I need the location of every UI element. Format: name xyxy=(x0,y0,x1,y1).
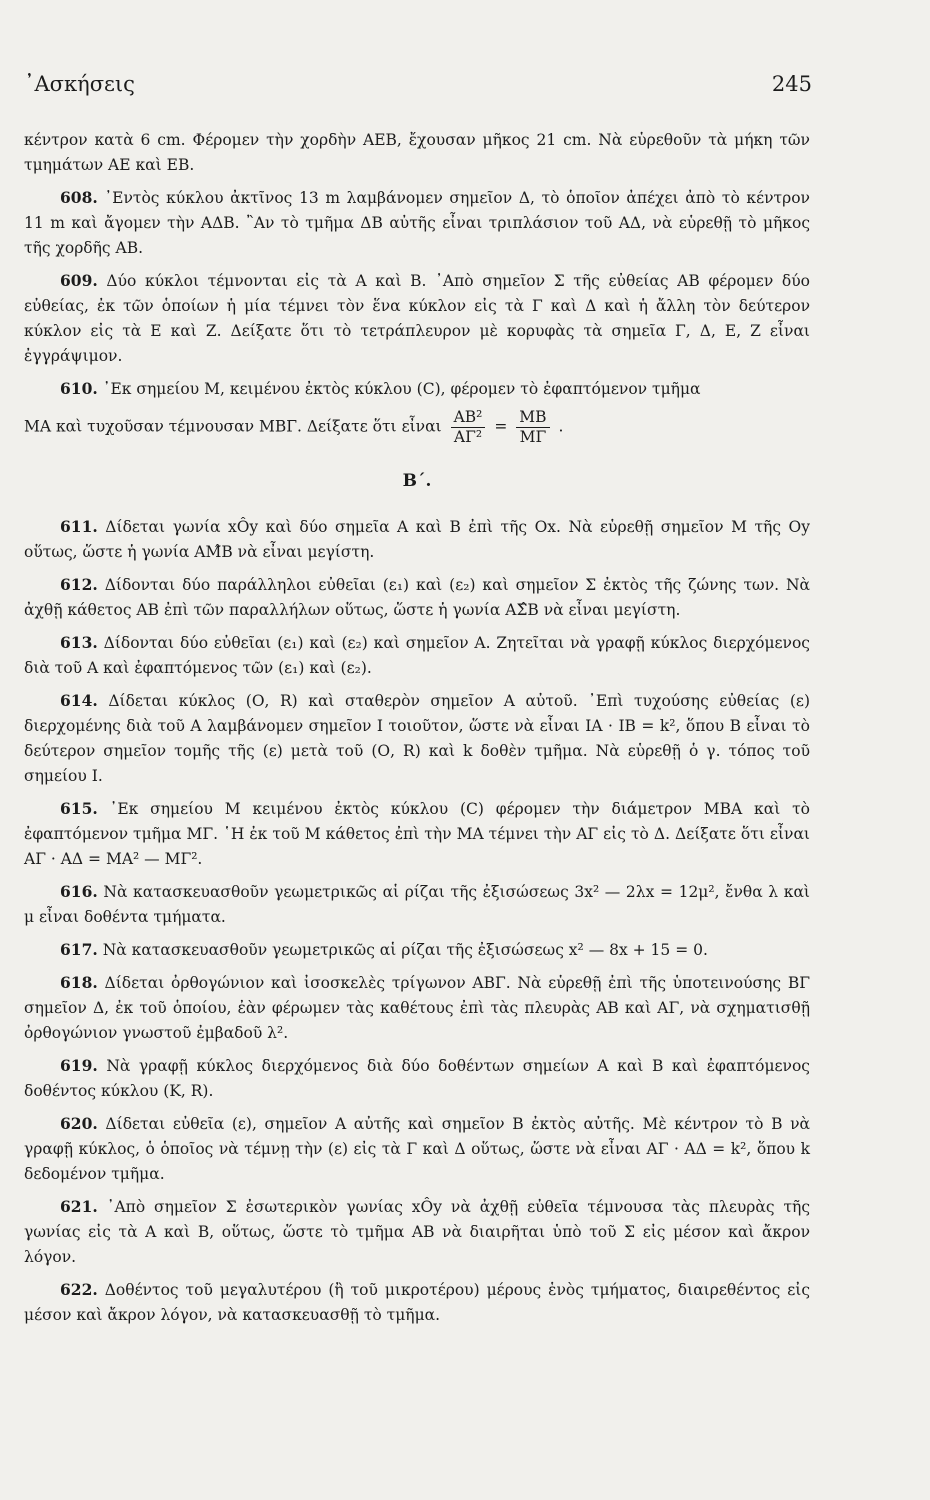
fraction-denominator: ΑΓ² xyxy=(453,428,483,446)
exercise-610-formula-line xyxy=(24,408,810,447)
exercise-text: ᾿Εκ σημείου Μ κειμένου ἐκτὸς κύκλου (C) φέρομεν τὴν διάμετρον ΜΒΑ καὶ τὸ ἐφαπτόμενον τμῆμα ΜΓ. ῾Η ἐκ τοῦ Μ κάθετος ἐπὶ τὴν ΜΑ τέμνει τὴν ΑΓ εἰς τὸ Δ. Δείξατε ὅτι εἶναι ΑΓ · ΑΔ = ΜΑ² — ΜΓ². xyxy=(24,800,810,868)
exercise-text: Δίδεται γωνία xÔy καὶ δύο σημεῖα Α καὶ Β ἐπὶ τῆς Οx. Νὰ εὑρεθῇ σημεῖον Μ τῆς Οy οὕτως, ὥστε ἡ γωνία ΑΜ̂Β νὰ εἶναι μεγίστη. xyxy=(24,518,810,561)
fraction-ab2-ag2 xyxy=(451,408,486,447)
exercise-text: ᾿Εντὸς κύκλου ἀκτῖνος 13 m λαμβάνομεν σημεῖον Δ, τὸ ὁποῖον ἀπέχει ἀπὸ τὸ κέντρον 11 m καὶ ἄγομεν τὴν ΑΔΒ. ῍Αν τὸ τμῆμα ΔΒ αὐτῆς εἶναι τριπλάσιον τοῦ ΑΔ, νὰ εὑρεθῇ τὸ μῆκος τῆς χορδῆς ΑΒ. xyxy=(24,189,810,257)
equals-sign: = xyxy=(494,417,508,436)
fraction-numerator: ΜΒ xyxy=(516,408,549,428)
exercise-618 xyxy=(24,970,810,1046)
exercise-614 xyxy=(24,688,810,789)
exercise-text: Δοθέντος τοῦ μεγαλυτέρου (ἢ τοῦ μικροτέρου) μέρους ἑνὸς τμήματος, διαιρεθέντος εἰς μέσον καὶ ἄκρον λόγον, νὰ κατασκευασθῇ τὸ τμῆμα. xyxy=(24,1281,810,1324)
exercise-620 xyxy=(24,1111,810,1187)
exercise-621 xyxy=(24,1194,810,1270)
exercise-number: 616. xyxy=(60,882,98,901)
exercise-text: Νὰ γραφῇ κύκλος διερχόμενος διὰ δύο δοθέντων σημείων Α καὶ Β καὶ ἐφαπτόμενος δοθέντος κύκλου (Κ, R). xyxy=(24,1057,810,1100)
exercise-608 xyxy=(24,185,810,261)
exercise-number: 620. xyxy=(60,1114,98,1133)
exercise-number: 615. xyxy=(60,799,98,818)
exercise-text: ᾿Απὸ σημεῖον Σ ἐσωτερικὸν γωνίας xÔy νὰ ἀχθῇ εὐθεῖα τέμνουσα τὰς πλευρὰς τῆς γωνίας εἰς τὰ Α καὶ Β, οὕτως, ὥστε τὸ τμῆμα ΑΒ νὰ διαιρῆται ὑπὸ τοῦ Σ εἰς μέσον καὶ ἄκρον λόγον. xyxy=(24,1198,810,1266)
continued-text: κέντρον κατὰ 6 cm. Φέρομεν τὴν χορδὴν ΑΕΒ, ἔχουσαν μῆκος 21 cm. Νὰ εὑρεθοῦν τὰ μήκη τῶν τμημάτων ΑΕ καὶ ΕΒ. xyxy=(24,131,810,174)
exercise-number: 612. xyxy=(60,575,98,594)
exercise-number: 622. xyxy=(60,1280,98,1299)
exercise-number: 609. xyxy=(60,271,98,290)
exercise-text: ΜΑ καὶ τυχοῦσαν τέμνουσαν ΜΒΓ. Δείξατε ὅτι εἶναι xyxy=(24,417,442,436)
exercise-622 xyxy=(24,1277,810,1328)
exercise-text: Δίδονται δύο εὐθεῖαι (ε₁) καὶ (ε₂) καὶ σημεῖον Α. Ζητεῖται νὰ γραφῇ κύκλος διερχόμενος διὰ τοῦ Α καὶ ἐφαπτόμενος τῶν (ε₁) καὶ (ε₂). xyxy=(24,634,810,677)
fraction-numerator: ΑΒ² xyxy=(451,408,486,428)
exercise-619 xyxy=(24,1053,810,1104)
page-body xyxy=(24,128,810,1328)
exercise-615 xyxy=(24,796,810,872)
exercise-number: 619. xyxy=(60,1056,98,1075)
exercise-609 xyxy=(24,268,810,369)
exercise-612 xyxy=(24,572,810,623)
formula-end: . xyxy=(558,417,564,436)
exercise-text: Δίδεται ὀρθογώνιον καὶ ἰσοσκελὲς τρίγωνον ΑΒΓ. Νὰ εὑρεθῇ ἐπὶ τῆς ὑποτεινούσης ΒΓ σημεῖον Δ, ἐκ τοῦ ὁποίου, ἐὰν φέρωμεν τὰς καθέτους ἐπὶ τὰς πλευρὰς ΑΒ καὶ ΑΓ, νὰ σχηματισθῇ ὀρθογώνιον γνωστοῦ ἐμβαδοῦ λ². xyxy=(24,974,810,1042)
exercise-613 xyxy=(24,630,810,681)
fraction-mb-mg xyxy=(516,408,549,447)
exercise-number: 611. xyxy=(60,517,98,536)
exercise-number: 613. xyxy=(60,633,98,652)
exercise-number: 621. xyxy=(60,1197,98,1216)
exercise-number: 614. xyxy=(60,691,98,710)
exercise-610 xyxy=(24,376,810,402)
page-header xyxy=(24,72,812,108)
exercise-617 xyxy=(24,937,810,963)
exercise-616 xyxy=(24,879,810,930)
exercise-text: Νὰ κατασκευασθοῦν γεωμετρικῶς αἱ ρίζαι τῆς ἐξισώσεως x² — 8x + 15 = 0. xyxy=(102,941,708,959)
exercise-text: Δύο κύκλοι τέμνονται εἰς τὰ Α καὶ Β. ᾿Απὸ σημεῖον Σ τῆς εὐθείας ΑΒ φέρομεν δύο εὐθείας, ἐκ τῶν ὁποίων ἡ μία τέμνει τὸν ἕνα κύκλον εἰς τὰ Γ καὶ Δ καὶ ἡ ἄλλη τὸν δεύτερον κύκλον εἰς τὰ Ε καὶ Ζ. Δείξατε ὅτι τὸ τετράπλευρον μὲ κορυφὰς τὰ σημεῖα Γ, Δ, Ε, Ζ εἶναι ἐγγράψιμον. xyxy=(24,272,810,365)
exercise-number: 617. xyxy=(60,940,98,959)
exercise-611 xyxy=(24,514,810,565)
exercise-text: Νὰ κατασκευασθοῦν γεωμετρικῶς αἱ ρίζαι τῆς ἐξισώσεως 3x² — 2λx = 12μ², ἔνθα λ καὶ μ εἶναι δοθέντα τμήματα. xyxy=(24,883,810,926)
exercise-number: 608. xyxy=(60,188,98,207)
exercise-text: Δίδεται εὐθεῖα (ε), σημεῖον Α αὐτῆς καὶ σημεῖον Β ἐκτὸς αὐτῆς. Μὲ κέντρον τὸ Β νὰ γραφῇ κύκλος, ὁ ὁποῖος νὰ τέμνῃ τὴν (ε) εἰς τὰ Γ καὶ Δ οὕτως, ὥστε νὰ εἶναι ΑΓ · ΑΔ = k², ὅπου k δεδομένον τμῆμα. xyxy=(24,1115,810,1183)
section-heading: Β΄. xyxy=(402,471,432,491)
exercise-text: Δίδονται δύο παράλληλοι εὐθεῖαι (ε₁) καὶ (ε₂) καὶ σημεῖον Σ ἐκτὸς τῆς ζώνης των. Νὰ ἀχθῇ κάθετος ΑΒ ἐπὶ τῶν παραλλήλων οὕτως, ὥστε ἡ γωνία ΑΣ̂Β νὰ εἶναι μεγίστη. xyxy=(24,576,810,619)
exercise-number: 610. xyxy=(60,379,98,398)
page-number: 245 xyxy=(771,72,812,96)
running-title: ᾿Ασκήσεις xyxy=(24,72,135,96)
exercise-text: Δίδεται κύκλος (Ο, R) καὶ σταθερὸν σημεῖον Α αὐτοῦ. ᾿Επὶ τυχούσης εὐθείας (ε) διερχομένης διὰ τοῦ Α λαμβάνομεν σημεῖον Ι τοιοῦτον, ὥστε νὰ εἶναι ΙΑ · ΙΒ = k², ὅπου Β εἶναι τὸ δεύτερον σημεῖον τομῆς τῆς (ε) μετὰ τοῦ (Ο, R) καὶ k δοθὲν τμῆμα. Νὰ εὑρεθῇ ὁ γ. τόπος τοῦ σημείου Ι. xyxy=(24,692,810,785)
exercise-text: ᾿Εκ σημείου Μ, κειμένου ἐκτὸς κύκλου (C), φέρομεν τὸ ἐφαπτόμενον τμῆμα xyxy=(102,380,701,398)
exercise-number: 618. xyxy=(60,973,98,992)
fraction-denominator: ΜΓ xyxy=(519,428,547,446)
